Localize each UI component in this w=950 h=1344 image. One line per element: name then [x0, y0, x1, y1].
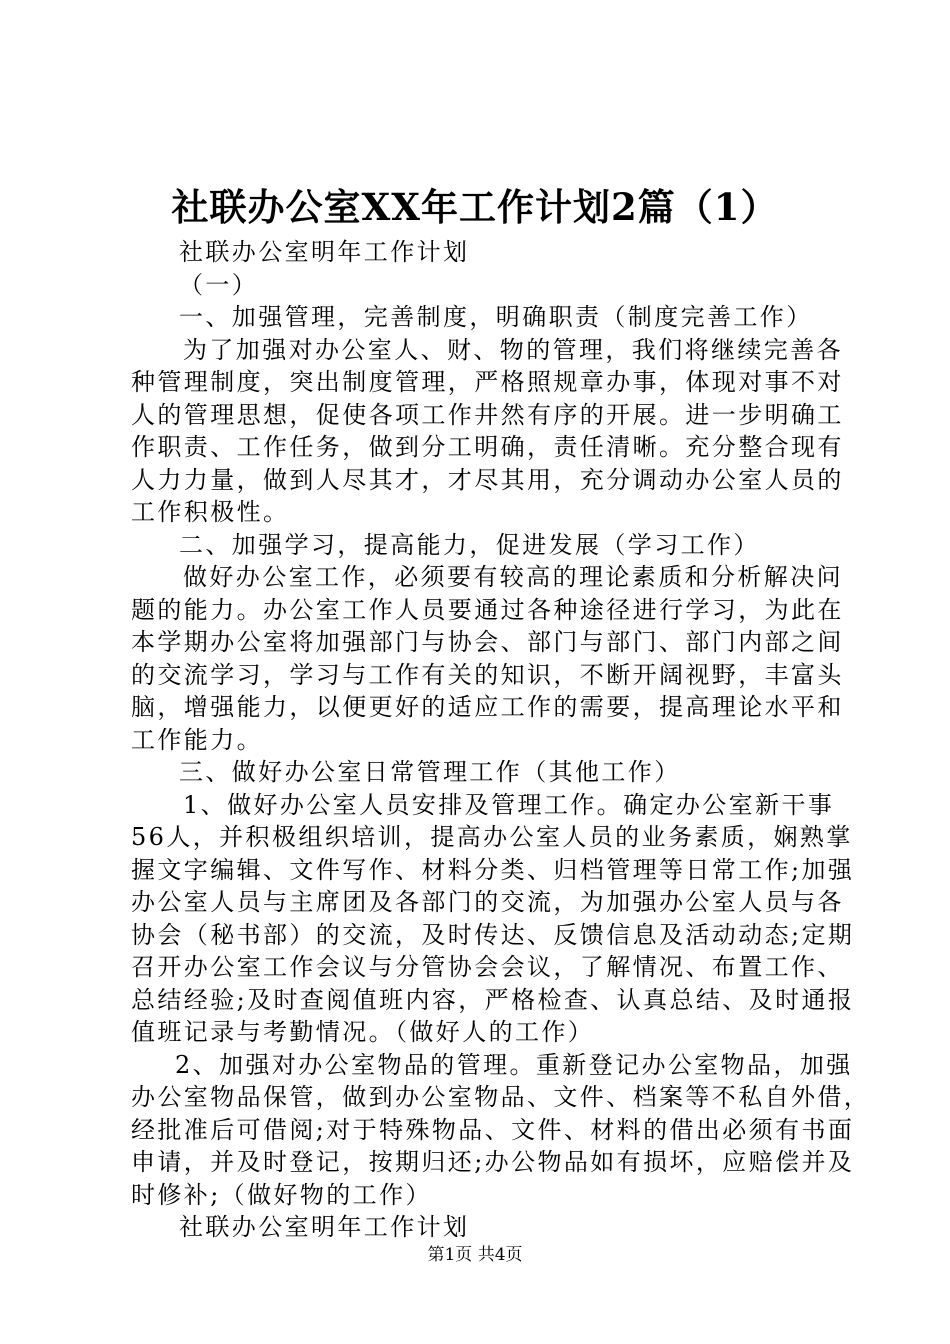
paragraph-line: 人力力量，做到人尽其才，才尽其用，充分调动办公室人员的: [131, 465, 844, 494]
paragraph-line: 值班记录与考勤情况。（做好人的工作）: [131, 1018, 595, 1046]
paragraph-line: 握文字编辑、文件写作、材料分类、归档管理等日常工作;加强: [131, 855, 855, 884]
paragraph-line: 召开办公室工作会议与分管协会会议，了解情况、布置工作、: [131, 953, 844, 981]
paragraph-line: 人的管理思想，促使各项工作井然有序的开展。进一步明确工: [131, 400, 844, 429]
heading-line: 二、加强学习，提高能力，促进发展（学习工作）: [179, 530, 760, 559]
paragraph-line: 2、加强对办公室物品的管理。重新登记办公室物品，加强: [175, 1050, 853, 1079]
paragraph-line: 协会（秘书部）的交流，及时传达、反馈信息及活动动态;定期: [131, 920, 855, 949]
paragraph-line: 脑，增强能力，以便更好的适应工作的需要，提高理论水平和: [131, 693, 844, 721]
paragraph-line: 56人，并积极组织培训，提高办公室人员的业务素质，娴熟掌: [131, 823, 853, 851]
paragraph-line: 申请，并及时登记，按期归还;办公物品如有损坏，应赔偿并及: [131, 1148, 855, 1176]
paragraph-line: 的交流学习，学习与工作有关的知识，不断开阔视野，丰富头: [131, 660, 844, 689]
paragraph-line: 为了加强对办公室人、财、物的管理，我们将继续完善各: [183, 335, 843, 364]
subtitle-line: 社联办公室明年工作计划: [179, 1213, 470, 1241]
paragraph-line: 种管理制度，突出制度管理，严格照规章办事，体现对事不对: [131, 368, 844, 396]
paragraph-line: 做好办公室工作，必须要有较高的理论素质和分析解决问: [183, 563, 843, 591]
paragraph-line: 本学期办公室将加强部门与协会、部门与部门、部门内部之间: [131, 628, 844, 656]
heading-line: 一、加强管理，完善制度，明确职责（制度完善工作）: [179, 303, 813, 331]
paragraph-line: 工作能力。: [131, 725, 263, 754]
paragraph-line: 经批准后可借阅;对于特殊物品、文件、材料的借出必须有书面: [131, 1115, 855, 1144]
paragraph-line: 办公室物品保管，做到办公室物品、文件、档案等不私自外借，: [131, 1083, 871, 1111]
paragraph-line: 题的能力。办公室工作人员要通过各种途径进行学习，为此在: [131, 595, 844, 624]
heading-line: 三、做好办公室日常管理工作（其他工作）: [179, 758, 681, 786]
paragraph-line: 作职责、工作任务，做到分工明确，责任清晰。充分整合现有: [131, 433, 844, 461]
document-title: 社联办公室XX年工作计划2篇（1）: [171, 185, 779, 229]
page-footer: 第1页 共4页: [427, 1245, 523, 1265]
paragraph-line: 时修补;（做好物的工作）: [131, 1180, 432, 1209]
paragraph-line: 办公室人员与主席团及各部门的交流，为加强办公室人员与各: [131, 888, 844, 916]
paragraph-line: 总结经验;及时查阅值班内容，严格检查、认真总结、及时通报: [131, 985, 855, 1014]
section-marker: （一）: [179, 270, 259, 299]
subtitle-line: 社联办公室明年工作计划: [179, 238, 470, 266]
document-body: [131, 236, 871, 1244]
paragraph-line: 1、做好办公室人员安排及管理工作。确定办公室新干事: [183, 790, 835, 819]
paragraph-line: 工作积极性。: [131, 498, 290, 526]
